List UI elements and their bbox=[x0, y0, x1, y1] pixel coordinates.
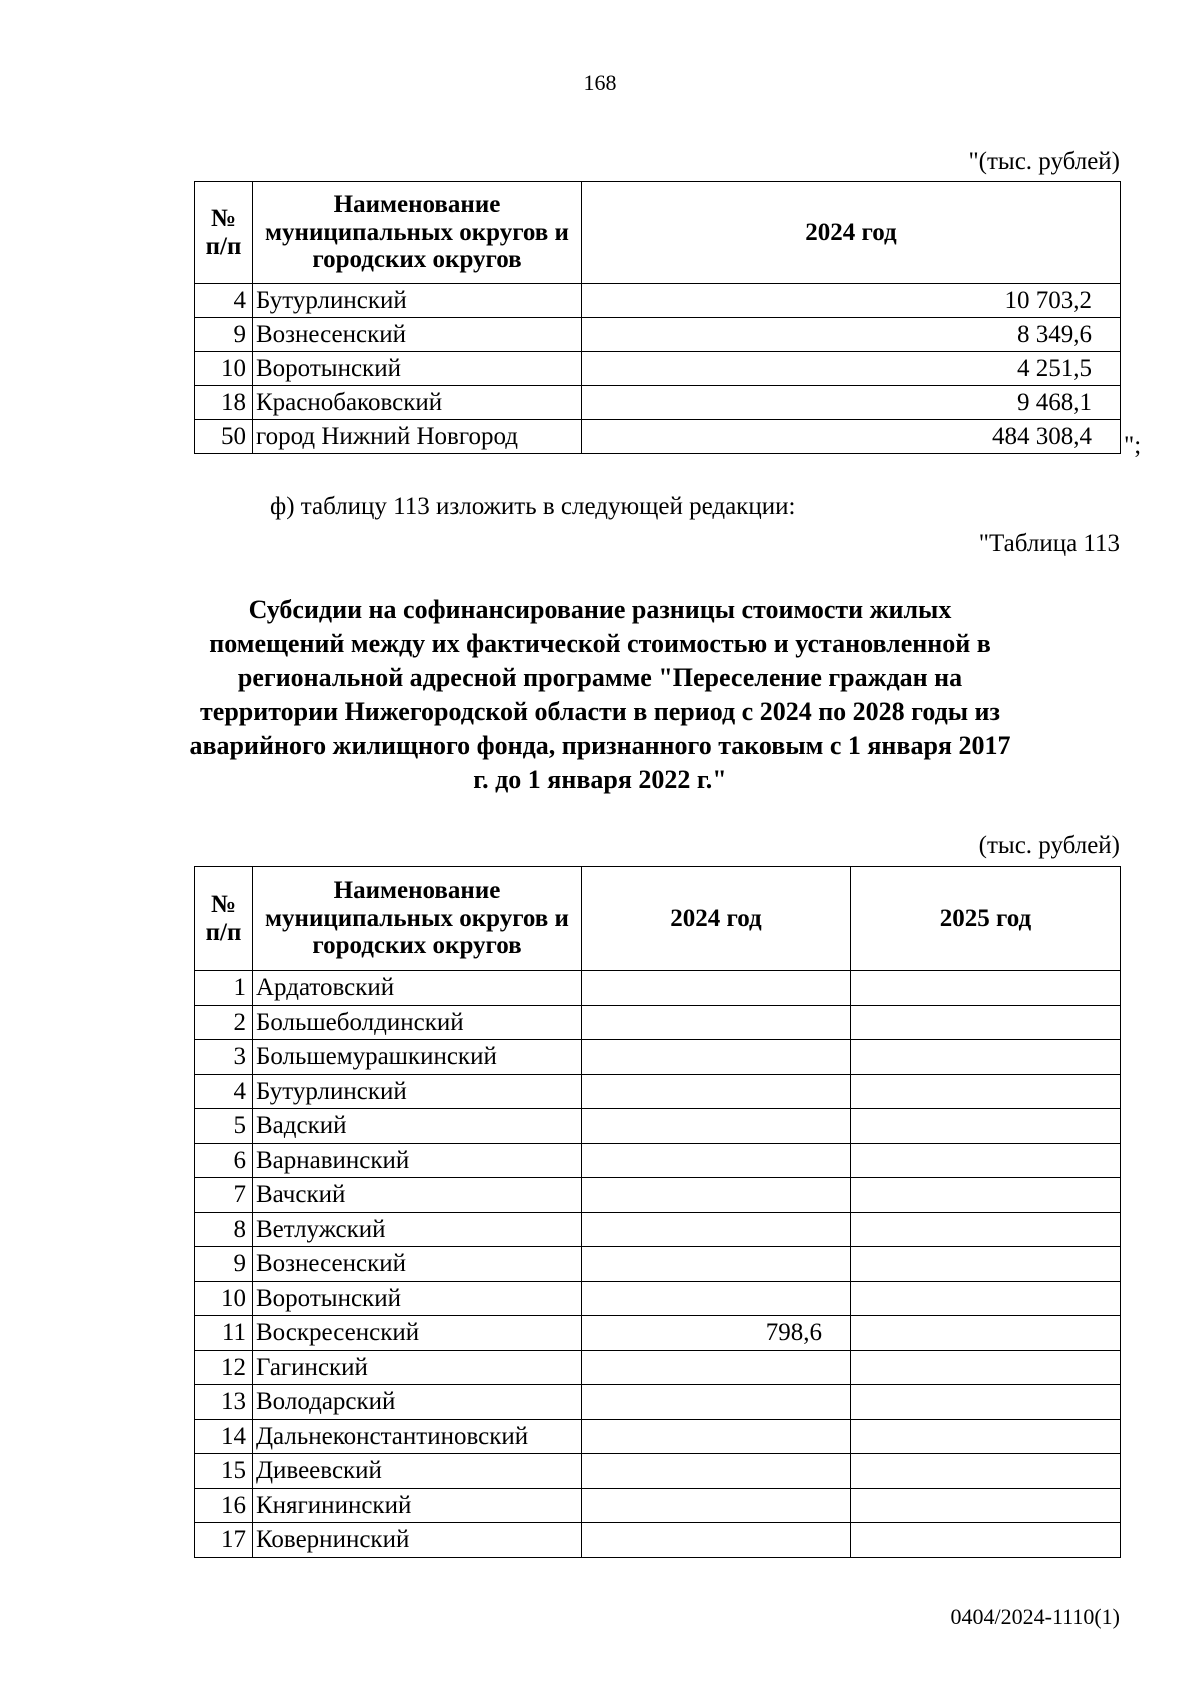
district-name-cell: город Нижний Новгород bbox=[253, 420, 582, 454]
value-2024-cell: 10 703,2 bbox=[582, 284, 1121, 318]
value-2025-cell bbox=[851, 1005, 1121, 1040]
row-number-cell: 9 bbox=[195, 1247, 253, 1282]
table2 bbox=[194, 866, 1121, 1558]
value-2024-cell bbox=[582, 971, 851, 1006]
table-row bbox=[195, 1247, 1121, 1282]
table-row bbox=[195, 1281, 1121, 1316]
value-2025-cell bbox=[851, 1143, 1121, 1178]
value-2024-cell bbox=[582, 1350, 851, 1385]
row-number-cell: 4 bbox=[195, 284, 253, 318]
district-name-cell: Вачский bbox=[253, 1178, 582, 1213]
value-2024-cell bbox=[582, 1143, 851, 1178]
row-number-cell: 6 bbox=[195, 1143, 253, 1178]
value-2025-cell bbox=[851, 1316, 1121, 1351]
page-number: 168 bbox=[583, 70, 617, 95]
value-2024-cell: 4 251,5 bbox=[582, 352, 1121, 386]
value-2025-cell bbox=[851, 1454, 1121, 1489]
value-2025-cell bbox=[851, 1109, 1121, 1144]
table-row bbox=[195, 1074, 1121, 1109]
table1-body bbox=[195, 284, 1121, 454]
district-name-cell: Дивеевский bbox=[253, 1454, 582, 1489]
value-2024-cell bbox=[582, 1109, 851, 1144]
district-name-cell: Воскресенский bbox=[253, 1316, 582, 1351]
value-2024-cell bbox=[582, 1074, 851, 1109]
district-name-cell: Ветлужский bbox=[253, 1212, 582, 1247]
district-name-cell: Воротынский bbox=[253, 352, 582, 386]
table2-unit: (тыс. рублей) bbox=[978, 832, 1120, 859]
value-2025-cell bbox=[851, 1040, 1121, 1075]
table-label: "Таблица 113 bbox=[978, 530, 1120, 557]
value-2025-cell bbox=[851, 1074, 1121, 1109]
row-number-cell: 16 bbox=[195, 1488, 253, 1523]
value-2024-cell: 484 308,4 bbox=[582, 420, 1121, 454]
row-number-cell: 14 bbox=[195, 1419, 253, 1454]
value-2025-cell bbox=[851, 1281, 1121, 1316]
value-2024-cell bbox=[582, 1488, 851, 1523]
table2-header-name: Наименование муниципальных округов и городских округов bbox=[253, 867, 582, 971]
row-number-cell: 8 bbox=[195, 1212, 253, 1247]
table1-header-name: Наименование муниципальных округов и городских округов bbox=[253, 182, 582, 284]
value-2025-cell bbox=[851, 1247, 1121, 1282]
table1-closing-quote: "; bbox=[1124, 432, 1142, 459]
table-row bbox=[195, 1316, 1121, 1351]
table1 bbox=[194, 181, 1121, 454]
table-row bbox=[195, 1212, 1121, 1247]
district-name-cell: Княгининский bbox=[253, 1488, 582, 1523]
district-name-cell: Ковернинский bbox=[253, 1523, 582, 1558]
value-2024-cell: 9 468,1 bbox=[582, 386, 1121, 420]
value-2025-cell bbox=[851, 971, 1121, 1006]
value-2025-cell bbox=[851, 1523, 1121, 1558]
district-name-cell: Вадский bbox=[253, 1109, 582, 1144]
row-number-cell: 10 bbox=[195, 352, 253, 386]
row-number-cell: 2 bbox=[195, 1005, 253, 1040]
table-row bbox=[195, 1143, 1121, 1178]
table1-unit: "(тыс. рублей) bbox=[968, 148, 1120, 175]
table-title: Субсидии на софинансирование разницы стоимости жилых помещений между их фактической стоимостью и установленной в региональной адресной программе "Переселение граждан на территории Нижегородской области в период с 2024 по 2028 годы из аварийного жилищного фонда, признанного таковым с 1 января 2017 г. до 1 января 2022 г." bbox=[189, 595, 1011, 794]
table1-header-2024: 2024 год bbox=[582, 182, 1121, 284]
table-row bbox=[195, 386, 1121, 420]
row-number-cell: 50 bbox=[195, 420, 253, 454]
district-name-cell: Володарский bbox=[253, 1385, 582, 1420]
value-2025-cell bbox=[851, 1178, 1121, 1213]
table-row bbox=[195, 318, 1121, 352]
district-name-cell: Краснобаковский bbox=[253, 386, 582, 420]
value-2024-cell bbox=[582, 1212, 851, 1247]
table1-header-num: № п/п bbox=[195, 182, 253, 284]
value-2024-cell bbox=[582, 1419, 851, 1454]
table-row bbox=[195, 1385, 1121, 1420]
row-number-cell: 10 bbox=[195, 1281, 253, 1316]
table-row bbox=[195, 1109, 1121, 1144]
table-row bbox=[195, 1488, 1121, 1523]
district-name-cell: Вознесенский bbox=[253, 1247, 582, 1282]
row-number-cell: 7 bbox=[195, 1178, 253, 1213]
table-row bbox=[195, 971, 1121, 1006]
table-row bbox=[195, 1454, 1121, 1489]
table-row bbox=[195, 1005, 1121, 1040]
row-number-cell: 18 bbox=[195, 386, 253, 420]
value-2024-cell bbox=[582, 1247, 851, 1282]
value-2025-cell bbox=[851, 1488, 1121, 1523]
district-name-cell: Большеболдинский bbox=[253, 1005, 582, 1040]
value-2024-cell bbox=[582, 1385, 851, 1420]
value-2024-cell bbox=[582, 1005, 851, 1040]
table2-header-2024: 2024 год bbox=[582, 867, 851, 971]
row-number-cell: 15 bbox=[195, 1454, 253, 1489]
row-number-cell: 4 bbox=[195, 1074, 253, 1109]
table-row bbox=[195, 1523, 1121, 1558]
district-name-cell: Дальнеконстантиновский bbox=[253, 1419, 582, 1454]
value-2024-cell bbox=[582, 1281, 851, 1316]
value-2024-cell bbox=[582, 1454, 851, 1489]
table2-body bbox=[195, 971, 1121, 1558]
value-2024-cell: 798,6 bbox=[582, 1316, 851, 1351]
value-2025-cell bbox=[851, 1212, 1121, 1247]
table-row bbox=[195, 1178, 1121, 1213]
table-row bbox=[195, 1419, 1121, 1454]
district-name-cell: Ардатовский bbox=[253, 971, 582, 1006]
row-number-cell: 9 bbox=[195, 318, 253, 352]
row-number-cell: 3 bbox=[195, 1040, 253, 1075]
district-name-cell: Бутурлинский bbox=[253, 1074, 582, 1109]
document-code: 0404/2024-1110(1) bbox=[950, 1604, 1120, 1629]
row-number-cell: 5 bbox=[195, 1109, 253, 1144]
value-2025-cell bbox=[851, 1350, 1121, 1385]
table-row bbox=[195, 284, 1121, 318]
district-name-cell: Воротынский bbox=[253, 1281, 582, 1316]
table2-header-2025: 2025 год bbox=[851, 867, 1121, 971]
row-number-cell: 17 bbox=[195, 1523, 253, 1558]
table-row bbox=[195, 1040, 1121, 1075]
district-name-cell: Вознесенский bbox=[253, 318, 582, 352]
table-row bbox=[195, 352, 1121, 386]
table-row bbox=[195, 420, 1121, 454]
district-name-cell: Бутурлинский bbox=[253, 284, 582, 318]
row-number-cell: 11 bbox=[195, 1316, 253, 1351]
value-2024-cell bbox=[582, 1040, 851, 1075]
row-number-cell: 13 bbox=[195, 1385, 253, 1420]
value-2024-cell bbox=[582, 1178, 851, 1213]
table2-header-num: № п/п bbox=[195, 867, 253, 971]
table-row bbox=[195, 1350, 1121, 1385]
value-2025-cell bbox=[851, 1419, 1121, 1454]
value-2024-cell: 8 349,6 bbox=[582, 318, 1121, 352]
value-2025-cell bbox=[851, 1385, 1121, 1420]
value-2024-cell bbox=[582, 1523, 851, 1558]
district-name-cell: Гагинский bbox=[253, 1350, 582, 1385]
district-name-cell: Большемурашкинский bbox=[253, 1040, 582, 1075]
row-number-cell: 12 bbox=[195, 1350, 253, 1385]
row-number-cell: 1 bbox=[195, 971, 253, 1006]
paragraph-f: ф) таблицу 113 изложить в следующей редакции: bbox=[270, 493, 796, 520]
district-name-cell: Варнавинский bbox=[253, 1143, 582, 1178]
